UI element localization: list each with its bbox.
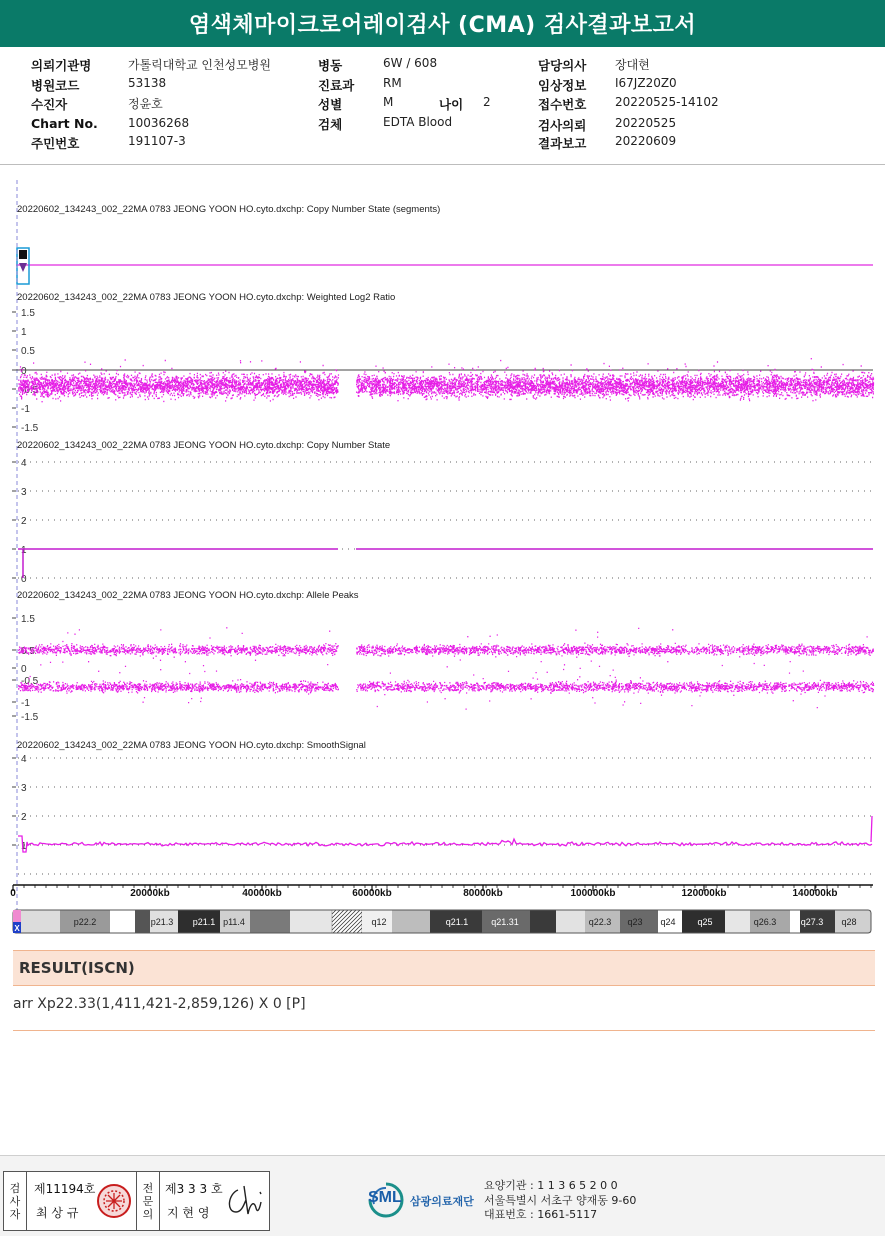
band-label: q26.3 (753, 917, 777, 927)
lab-phone: 대표번호 : 1661-5117 (484, 1208, 598, 1221)
info-value: 20220609 (615, 134, 677, 148)
info-label: 병동 (318, 58, 343, 73)
log2-scatter (18, 359, 874, 402)
kb-tick-label: 120000kb (681, 888, 727, 899)
band-label: q23 (627, 917, 643, 927)
ideogram-band (110, 910, 135, 933)
info-label: Chart No. (31, 116, 98, 131)
track-title-allele-peaks: 20220602_134243_002_22MA 0783 JEONG YOON HO.cyto.dxchp: Allele Peaks (17, 590, 359, 601)
copy-number-axis (12, 458, 873, 585)
specialist-number: 제3 3 3 호 (165, 1182, 223, 1196)
smooth-signal-path (18, 836, 872, 852)
band-label: p11.4 (223, 917, 245, 927)
kb-axis (10, 885, 871, 899)
axis-tick-label: 0.5 (21, 646, 35, 657)
sml-logo-text: SML (368, 1189, 402, 1206)
info-label: 성별 (318, 97, 343, 112)
log2-axis (12, 308, 873, 434)
info-label: 임상정보 (538, 78, 587, 93)
kb-tick-label: 0 (10, 888, 16, 899)
kb-tick-label: 140000kb (792, 888, 838, 899)
x-marker-label: X (14, 924, 20, 933)
chromosome-ideogram (13, 910, 871, 933)
lab-code: 요양기관 : 1 1 3 6 5 2 0 0 (484, 1179, 618, 1192)
info-value: 2 (483, 95, 491, 109)
axis-tick-label: -0.5 (21, 385, 39, 396)
signature-box (3, 1171, 270, 1231)
info-label: 검사의뢰 (538, 118, 587, 133)
axis-tick-label: 0.5 (21, 346, 35, 357)
info-value: 10036268 (128, 116, 190, 130)
copy-number-line (18, 549, 873, 578)
lab-info (484, 1179, 636, 1223)
info-label: 수진자 (31, 97, 68, 112)
examiner-seal-icon (96, 1183, 132, 1219)
band-label: p21.1 (192, 917, 216, 927)
band-label: q25 (697, 917, 713, 927)
axis-tick-label: 4 (21, 754, 27, 765)
axis-tick-label: 2 (21, 516, 27, 527)
track-title-copy-number: 20220602_134243_002_22MA 0783 JEONG YOON HO.cyto.dxchp: Copy Number State (17, 440, 391, 451)
band-label: q22.3 (588, 917, 612, 927)
smooth-axis (12, 754, 873, 874)
axis-tick-label: -1.5 (21, 712, 39, 723)
band-label: p21.3 (150, 917, 174, 927)
footer (0, 1155, 885, 1236)
examiner-number: 제11194호 (34, 1182, 96, 1196)
track-title-smooth-signal: 20220602_134243_002_22MA 0783 JEONG YOON HO.cyto.dxchp: SmoothSignal (17, 740, 366, 751)
track-title-segments: 20220602_134243_002_22MA 0783 JEONG YOON HO.cyto.dxchp: Copy Number State (segments) (17, 204, 441, 215)
info-value: 53138 (128, 76, 167, 90)
axis-tick-label: 1 (21, 841, 27, 852)
info-value: 20220525-14102 (615, 95, 719, 109)
ideogram-band (725, 910, 750, 933)
band-label: q21.1 (445, 917, 469, 927)
info-value: RM (383, 76, 402, 90)
axis-tick-label: 3 (21, 783, 27, 794)
band-label: q24 (660, 917, 676, 927)
band-label: q21.31 (491, 917, 519, 927)
examiner-label: 검 사 자 (4, 1172, 27, 1230)
info-value: 191107-3 (128, 134, 186, 148)
track-title-log2: 20220602_134243_002_22MA 0783 JEONG YOON HO.cyto.dxchp: Weighted Log2 Ratio (17, 292, 396, 303)
log2-points (18, 359, 874, 402)
ideogram-band (135, 910, 150, 933)
axis-tick-label: 0 (21, 574, 27, 585)
lab-address: 서울특별시 서초구 양재동 9-60 (484, 1193, 637, 1207)
deletion-arrow-icon (19, 263, 27, 272)
axis-tick-label: 1.5 (21, 614, 35, 625)
result-divider (13, 1030, 875, 1031)
band-label: p22.2 (73, 917, 97, 927)
band-label: q28 (841, 917, 857, 927)
info-value: 20220525 (615, 116, 677, 130)
axis-tick-label: -1 (21, 698, 30, 709)
info-value: 6W / 608 (383, 56, 438, 70)
info-label: 검체 (318, 117, 343, 132)
axis-tick-label: 0 (21, 664, 27, 675)
specialist-signature-icon (224, 1182, 266, 1220)
smooth-signal-tail (871, 816, 872, 842)
axis-tick-label: 1 (21, 545, 27, 556)
axis-tick-label: 1 (21, 327, 27, 338)
examiner-name: 최 상 규 (36, 1206, 79, 1220)
axis-tick-label: 1.5 (21, 308, 35, 319)
info-label: 접수번호 (538, 97, 587, 112)
axis-tick-label: 2 (21, 812, 27, 823)
ideogram-band (530, 910, 556, 933)
info-label: 진료과 (318, 78, 355, 93)
kb-tick-label: 100000kb (570, 888, 616, 899)
kb-tick-label: 80000kb (463, 888, 503, 899)
info-label: 병원코드 (31, 78, 80, 93)
info-value: 정윤호 (128, 97, 163, 111)
info-label: 의뢰기관명 (31, 58, 92, 73)
info-label: 주민번호 (31, 136, 80, 151)
result-heading: RESULT(ISCN) (13, 950, 875, 986)
smooth-signal-line (18, 816, 872, 852)
result-iscn: arr Xp22.33(1,411,421-2,859,126) X 0 [P] (13, 996, 306, 1012)
lab-name: 삼광의료재단 (410, 1195, 474, 1208)
info-value: 장대현 (615, 58, 650, 72)
allele-points (18, 628, 874, 709)
kb-tick-label: 60000kb (352, 888, 392, 899)
allele-scatter (18, 628, 874, 709)
axis-tick-label: -0.5 (21, 676, 39, 687)
info-value: 가톨릭대학교 인천성모병원 (128, 58, 271, 72)
report-title: 염색체마이크로어레이검사 (CMA) 검사결과보고서 (0, 0, 885, 47)
info-value: EDTA Blood (383, 115, 453, 129)
band-label: q12 (371, 917, 387, 927)
ideogram-band (250, 910, 290, 933)
info-label: 결과보고 (538, 136, 587, 151)
info-value: I67JZ20Z0 (615, 76, 677, 90)
axis-tick-label: 4 (21, 458, 27, 469)
ideogram-band (290, 910, 332, 933)
axis-tick-label: -1 (21, 404, 30, 415)
specialist-name: 지 현 영 (167, 1206, 210, 1220)
ideogram-band (392, 910, 430, 933)
info-label: 나이 (439, 97, 464, 112)
ideogram-band (790, 910, 800, 933)
axis-tick-label: -1.5 (21, 423, 39, 434)
specialist-label: 전 문 의 (137, 1172, 160, 1230)
info-value: M (383, 95, 394, 109)
allele-axis (12, 614, 39, 723)
ideogram-band (556, 910, 585, 933)
band-label: q27.3 (800, 917, 824, 927)
deletion-segment-block (19, 250, 27, 259)
axis-tick-label: 3 (21, 487, 27, 498)
info-label: 담당의사 (538, 58, 587, 73)
axis-tick-label: 0 (21, 366, 27, 377)
kb-tick-label: 20000kb (130, 888, 170, 899)
kb-tick-label: 40000kb (242, 888, 282, 899)
